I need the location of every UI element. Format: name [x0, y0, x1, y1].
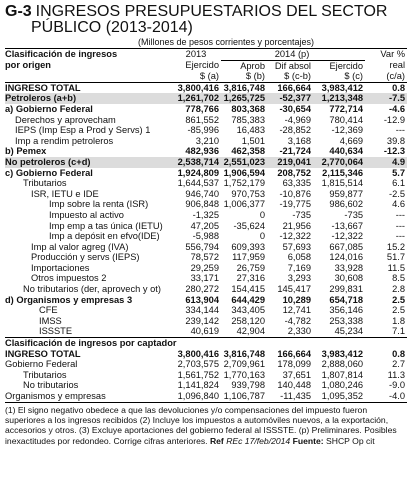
- row-value: 145,417: [277, 284, 311, 295]
- row-value: 0.8: [392, 82, 406, 93]
- row-value: 1,815,514: [321, 178, 364, 189]
- row-value: 30,608: [334, 273, 364, 284]
- table-row: [5, 380, 407, 391]
- row-label: Organismos y empresas: [5, 391, 173, 402]
- row-label: Imp a depósit en efvo(IDE): [49, 231, 160, 242]
- budget-table: [5, 48, 407, 403]
- row-value: 7,169: [287, 262, 311, 273]
- row-value: 57,693: [282, 241, 311, 252]
- row-value: -4,969: [284, 114, 311, 125]
- row-value: 970,753: [231, 188, 265, 199]
- row-value: 0.8: [392, 348, 406, 359]
- row-value: 37,651: [282, 369, 311, 380]
- row-value: 4.9: [365, 157, 407, 168]
- unit-header-5: (c/a): [365, 71, 407, 82]
- row-value: 667,085: [329, 241, 364, 252]
- table-row: [5, 305, 407, 316]
- table-row: [5, 157, 407, 168]
- row-value: 1,141,824: [177, 380, 219, 391]
- row-value: 2,703,575: [177, 359, 219, 370]
- row-value: 959,877: [329, 188, 364, 199]
- row-value: 986,602: [329, 199, 364, 210]
- year-2013-header: 2013: [173, 49, 221, 61]
- row-value: 772,714: [329, 103, 364, 114]
- row-label: Derechos y aprovecham: [15, 114, 116, 125]
- row-value: 1,213,348: [313, 93, 365, 104]
- row-value: 15.2: [386, 241, 406, 252]
- table-row: [5, 168, 407, 179]
- source-label: Fuente:: [292, 435, 324, 446]
- row-value: 3,800,416: [177, 82, 219, 93]
- row-value: 166,664: [277, 348, 311, 359]
- row-value: 33,171: [190, 273, 219, 284]
- origin-rows: [5, 82, 407, 337]
- row-value: -19,775: [279, 199, 311, 210]
- table-row: [5, 326, 407, 337]
- row-value: 26,759: [236, 262, 265, 273]
- row-value: 33,928: [334, 262, 364, 273]
- row-value: 3,816,748: [223, 82, 265, 93]
- row-value: 1,561,752: [177, 369, 219, 380]
- table-row: [5, 189, 407, 200]
- row-value: 2,709,961: [223, 359, 265, 370]
- row-value: -9.0: [389, 380, 406, 391]
- row-value: 39.8: [386, 135, 406, 146]
- row-value: 1,501: [241, 135, 265, 146]
- row-value: 1,906,594: [223, 167, 265, 178]
- unit-header-4: $ (c): [313, 71, 365, 82]
- row-value: -7.5: [365, 93, 407, 104]
- row-label: ISR, IETU e IDE: [31, 188, 99, 199]
- table-row: [5, 125, 407, 136]
- row-value: 1,006,377: [223, 199, 265, 210]
- row-value: -10,876: [279, 188, 311, 199]
- row-label: Tributarios: [23, 369, 67, 380]
- row-value: -12,322: [331, 231, 364, 242]
- row-value: -11,435: [267, 391, 313, 402]
- row-label: INGRESO TOTAL: [5, 82, 81, 93]
- row-value: 482,936: [185, 146, 219, 157]
- row-value: 2,115,346: [322, 167, 364, 178]
- row-value: 253,338: [329, 315, 364, 326]
- row-value: 7.1: [392, 326, 406, 337]
- table-row: [5, 252, 407, 263]
- row-label: Imp a rendim petroleros: [15, 135, 114, 146]
- row-value: 21,956: [282, 220, 311, 231]
- row-value: 1,106,787: [221, 391, 267, 402]
- row-label: CFE: [39, 305, 58, 316]
- row-value: 2,770,064: [313, 157, 365, 168]
- captor-rows: [5, 338, 407, 403]
- section2-header-row: [5, 338, 407, 349]
- row-value: 644,429: [231, 294, 265, 305]
- row-value: 3,168: [287, 135, 311, 146]
- row-value: 208,752: [277, 167, 311, 178]
- unit-header-1: $ (a): [173, 71, 221, 82]
- table-row: [5, 370, 407, 381]
- row-label: Imp al valor agreg (IVA): [31, 241, 129, 252]
- table-row: [5, 104, 407, 115]
- row-label: c) Gobierno Federal: [5, 167, 93, 178]
- row-value: -2.5: [389, 188, 406, 199]
- row-value: 11.3: [387, 369, 406, 380]
- row-value: 1,265,725: [221, 93, 267, 104]
- row-value: 280,272: [185, 284, 219, 295]
- sub-header-5: real: [389, 60, 406, 71]
- ref-value: REc 17/feb/2014: [226, 435, 291, 446]
- row-value: -28,852: [279, 125, 311, 136]
- row-label: IEPS (Imp Esp a Prod y Servs) 1: [15, 125, 151, 136]
- table-row: [5, 391, 407, 402]
- row-value: 2.5: [392, 305, 406, 316]
- header-row-years: [5, 49, 407, 61]
- table-row: [5, 221, 407, 232]
- row-label: No tributarios: [23, 380, 79, 391]
- row-value: 462,358: [231, 146, 265, 157]
- row-label: Imp emp a tas única (IETU): [49, 220, 163, 231]
- row-label: ISSSTE: [39, 326, 73, 337]
- row-value: 47,205: [190, 220, 219, 231]
- row-value: 3,210: [195, 135, 219, 146]
- row-value: ---: [395, 231, 406, 242]
- sub-header-3: Dif absol: [274, 60, 311, 71]
- row-label: Impuesto al activo: [49, 209, 124, 220]
- row-value: 154,415: [231, 284, 265, 295]
- row-value: 1,261,702: [173, 93, 221, 104]
- row-value: 906,848: [185, 199, 219, 210]
- row-value: 803,368: [231, 103, 265, 114]
- row-value: -4,782: [284, 315, 311, 326]
- row-value: 2.5: [392, 294, 406, 305]
- row-label: IMSS: [39, 315, 62, 326]
- row-value: 861,552: [185, 114, 219, 125]
- table-row: [5, 349, 407, 360]
- row-value: 356,146: [329, 305, 364, 316]
- row-value: 10,289: [282, 294, 311, 305]
- table-row: [5, 82, 407, 93]
- row-value: 1,096,840: [173, 391, 221, 402]
- row-value: 609,393: [231, 241, 265, 252]
- row-value: -735: [292, 209, 311, 220]
- sub-header-4: Ejercido: [329, 60, 364, 71]
- row-value: 785,383: [231, 114, 265, 125]
- row-value: -85,996: [187, 125, 219, 136]
- row-label: Tributarios: [23, 178, 67, 189]
- label-header-line-2: por origen: [5, 60, 51, 71]
- header-row-units: [5, 71, 407, 82]
- table-row: [5, 210, 407, 221]
- table-row: [5, 359, 407, 370]
- title-line-2: PÚBLICO (2013-2014): [31, 19, 193, 36]
- row-value: -735: [344, 209, 364, 220]
- row-value: 654,718: [329, 294, 364, 305]
- row-value: 3,800,416: [177, 348, 219, 359]
- row-value: 1,080,246: [321, 380, 364, 391]
- row-value: 178,099: [277, 359, 311, 370]
- table-row: [5, 178, 407, 189]
- row-label: No petroleros (c+d): [5, 157, 173, 168]
- row-value: 1,770,163: [223, 369, 265, 380]
- row-label: Gobierno Federal: [5, 359, 78, 370]
- row-value: 16,483: [236, 125, 265, 136]
- row-value: 1,807,814: [321, 369, 364, 380]
- row-value: 2.7: [392, 359, 406, 370]
- row-label: Importaciones: [31, 262, 90, 273]
- row-label: d) Organismos y empresas 3: [5, 294, 133, 305]
- row-value: -13,667: [331, 220, 364, 231]
- row-value: 3,293: [287, 273, 311, 284]
- row-value: 946,740: [185, 188, 219, 199]
- table-row: [5, 284, 407, 295]
- table-row: [5, 115, 407, 126]
- row-value: 3,983,412: [321, 348, 364, 359]
- row-value: 219,041: [267, 157, 313, 168]
- var-header: Var %: [365, 49, 407, 61]
- row-value: -30,654: [279, 103, 311, 114]
- unit-header-2: $ (b): [221, 71, 267, 82]
- row-value: 343,405: [231, 305, 265, 316]
- row-value: 2,330: [287, 326, 311, 337]
- row-value: 1,752,179: [223, 178, 265, 189]
- row-value: 3,983,412: [321, 82, 364, 93]
- label-header-line-1: Clasificación de ingresos: [5, 49, 173, 61]
- table-row: [5, 316, 407, 327]
- row-value: 11.5: [387, 262, 406, 273]
- row-label: b) Pemex: [5, 146, 47, 157]
- row-value: -4.6: [389, 103, 406, 114]
- row-value: -52,377: [267, 93, 313, 104]
- sub-header-1: Ejercido: [185, 60, 219, 71]
- table-row: [5, 199, 407, 210]
- title-line-1: INGRESOS PRESUPUESTARIOS DEL SECTOR: [35, 3, 388, 20]
- row-value: 42,904: [236, 326, 265, 337]
- ref-label: Ref: [209, 435, 224, 446]
- table-code: G-3: [5, 3, 32, 20]
- table-row: [5, 136, 407, 147]
- row-value: 2.8: [392, 284, 406, 295]
- table-row: [5, 273, 407, 284]
- table-row: [5, 93, 407, 104]
- row-value: 258,120: [231, 315, 265, 326]
- row-value: 3,816,748: [223, 348, 265, 359]
- row-value: 4,669: [339, 135, 364, 146]
- row-value: -12.3: [383, 146, 406, 157]
- row-value: 8.5: [392, 273, 406, 284]
- row-value: -12.9: [383, 114, 406, 125]
- row-value: 117,959: [232, 252, 265, 263]
- header-row-sub: [5, 60, 407, 71]
- table-row: [5, 146, 407, 157]
- year-2014-header: 2014 (p): [221, 49, 365, 61]
- row-label: Petroleros (a+b): [5, 93, 173, 104]
- row-value: -21,724: [279, 146, 311, 157]
- row-value: 29,259: [190, 262, 219, 273]
- row-value: 6.1: [392, 178, 406, 189]
- row-value: 0: [259, 209, 265, 220]
- row-value: 140,448: [277, 380, 311, 391]
- row-value: 2,888,060: [321, 359, 364, 370]
- row-value: ---: [395, 220, 406, 231]
- row-value: 556,794: [185, 241, 219, 252]
- row-label: INGRESO TOTAL: [5, 348, 81, 359]
- unit-header-3: $ (c-b): [267, 71, 313, 82]
- row-value: 78,572: [190, 252, 219, 263]
- report-title: [5, 4, 407, 20]
- row-value: 124,016: [329, 252, 364, 263]
- row-value: 1.8: [392, 315, 406, 326]
- units-subtitle: (Millones de pesos corrientes y porcentajes): [137, 37, 315, 47]
- row-value: 40,619: [190, 326, 219, 337]
- row-value: -1,325: [192, 209, 219, 220]
- table-row: [5, 242, 407, 253]
- row-value: ---: [395, 209, 406, 220]
- row-value: 334,144: [185, 305, 219, 316]
- row-value: 51.7: [386, 252, 406, 263]
- row-label: Otros impuestos 2: [31, 273, 107, 284]
- section2-label: Clasificación de ingresos por captador: [5, 338, 407, 349]
- row-value: 939,798: [231, 380, 265, 391]
- row-value: 780,414: [329, 114, 364, 125]
- row-value: 778,766: [185, 103, 219, 114]
- row-value: 6,058: [287, 252, 311, 263]
- sub-header-2: Aprob: [240, 60, 265, 71]
- footnotes: [5, 405, 407, 447]
- row-label: No tributarios (der, aprovech y ot): [23, 284, 161, 295]
- row-value: -35,624: [233, 220, 265, 231]
- table-row: [5, 295, 407, 306]
- row-value: 2,538,714: [173, 157, 221, 168]
- row-value: -12,322: [279, 231, 311, 242]
- row-value: 4.6: [392, 199, 406, 210]
- source-value: SHCP Op cit: [326, 435, 375, 446]
- table-row: [5, 231, 407, 242]
- row-value: ---: [395, 125, 406, 136]
- row-value: 63,335: [282, 178, 311, 189]
- row-value: 613,904: [185, 294, 219, 305]
- row-value: -12,369: [331, 125, 364, 136]
- row-value: 166,664: [277, 82, 311, 93]
- row-value: 2,551,023: [221, 157, 267, 168]
- row-label: Imp sobre la renta (ISR): [49, 199, 149, 210]
- row-value: 1,644,537: [177, 178, 219, 189]
- row-value: 440,634: [329, 146, 364, 157]
- row-value: 299,831: [329, 284, 364, 295]
- row-value: -4.0: [365, 391, 407, 402]
- row-value: 27,316: [236, 273, 265, 284]
- row-value: 5.7: [392, 167, 406, 178]
- row-label: Producción y servs (IEPS): [31, 252, 140, 263]
- row-value: 239,142: [185, 315, 219, 326]
- row-value: 45,234: [334, 326, 364, 337]
- row-value: 1,924,809: [177, 167, 219, 178]
- row-value: -5,988: [192, 231, 219, 242]
- row-value: 1,095,352: [313, 391, 365, 402]
- row-label: a) Gobierno Federal: [5, 103, 93, 114]
- row-value: 12,741: [282, 305, 311, 316]
- row-value: 0: [259, 231, 265, 242]
- footnote-text: (1) El signo negativo obedece a que las devoluciones y/o compensaciones del impuesto fueron superiores a los ingresos recibidos (2) Incluye los impuestos a automóviles nuevos, a la exportación, accesorios y otros. (3) Excluye aportaciones del gobierno federal al ISSSTE. (p) Preliminares. Posibles inexactitudes por redondeo. Corrige cifras anteriores.: [5, 404, 397, 446]
- table-row: [5, 263, 407, 274]
